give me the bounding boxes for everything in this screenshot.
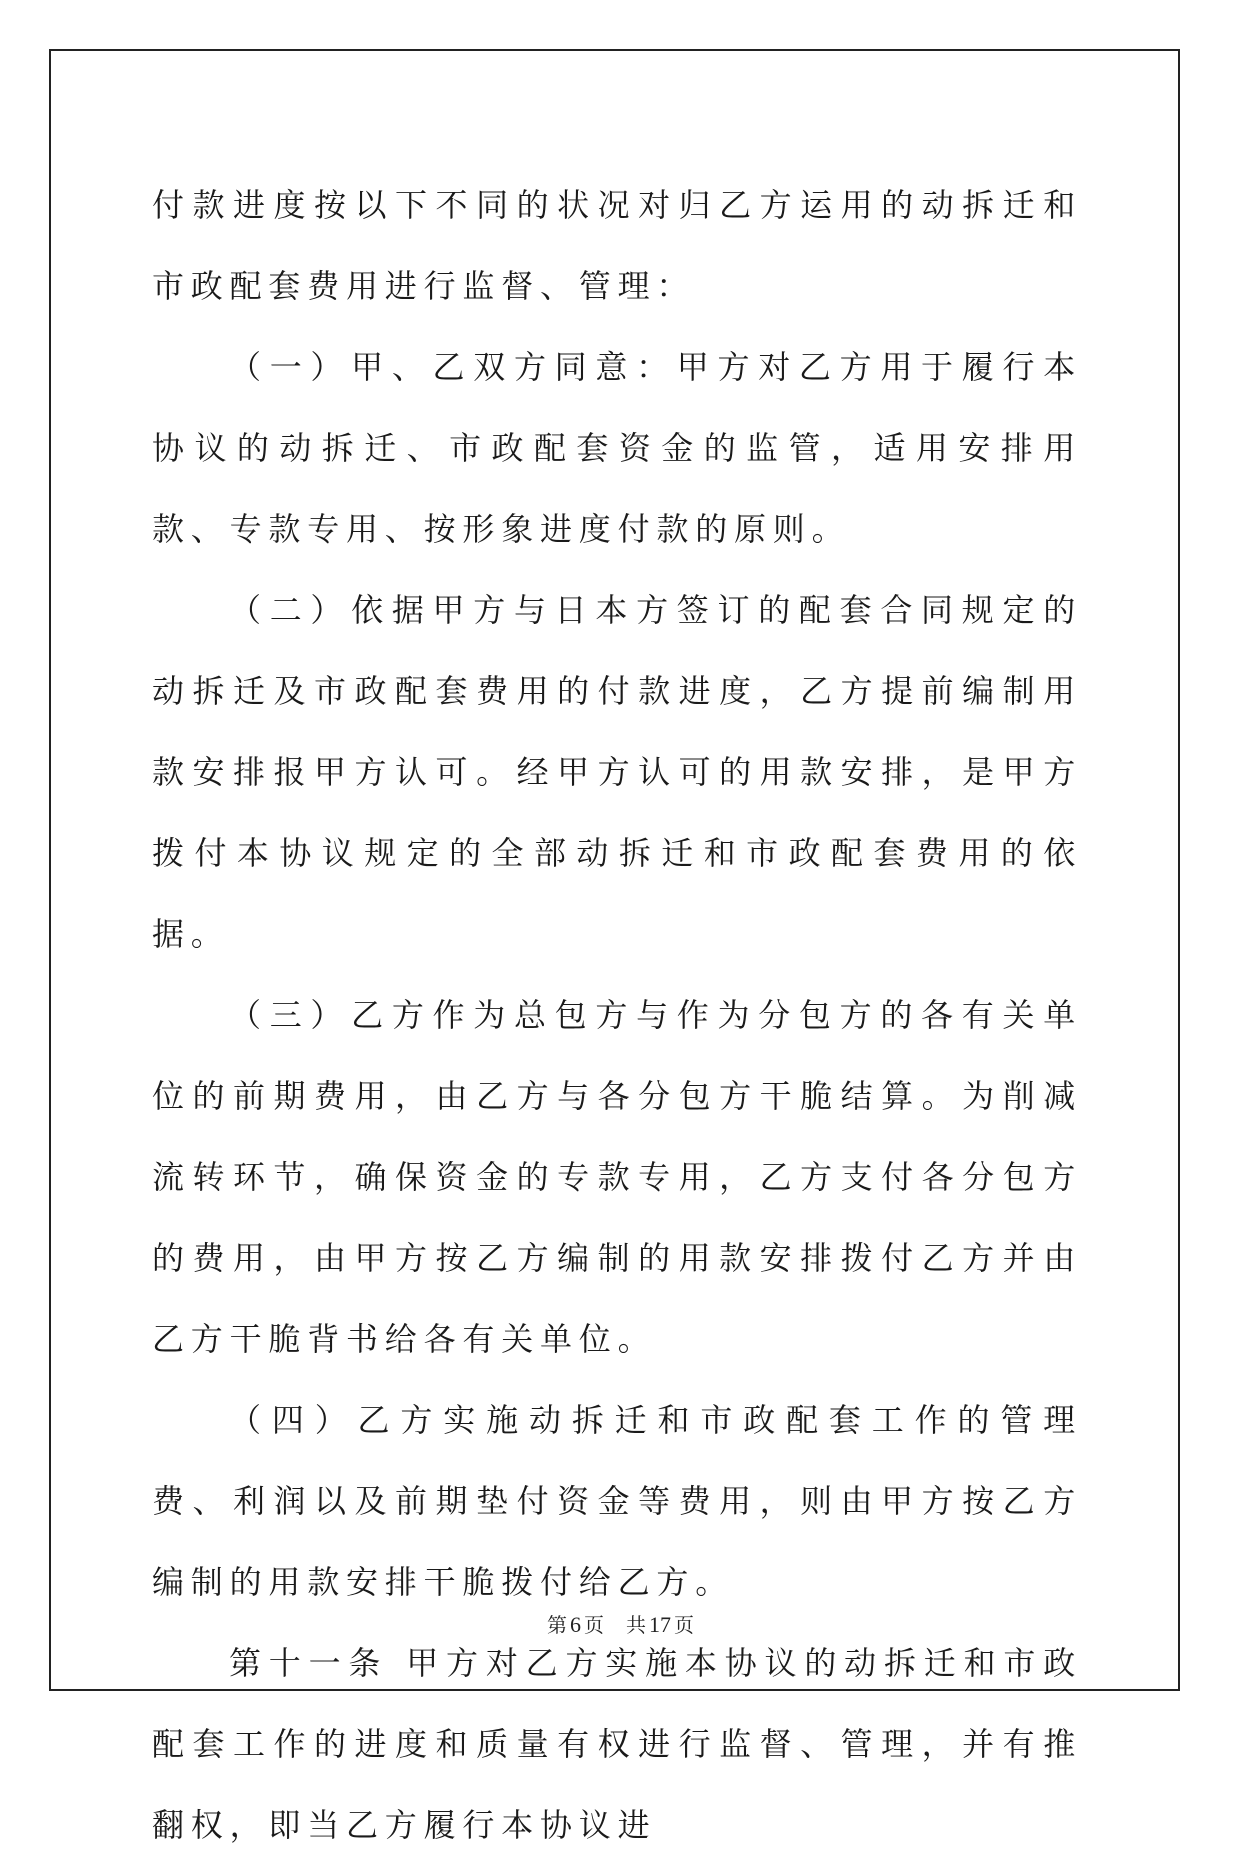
page-total: 17 — [649, 1612, 671, 1637]
total-suffix: 页 — [674, 1613, 694, 1637]
page-current: 6 — [570, 1612, 581, 1637]
paragraph-3: （二）依据甲方与日本方签订的配套合同规定的动拆迁及市政配套费用的付款进度，乙方提前编制用款安排报甲方认可。经甲方认可的用款安排，是甲方拨付本协议规定的全部动拆迁和市政配套费用的依据。 — [152, 591, 1082, 953]
document-body — [152, 165, 1082, 1866]
paragraph-2: （一）甲、乙双方同意：甲方对乙方用于履行本协议的动拆迁、市政配套资金的监管，适用安排用款、专款专用、按形象进度付款的原则。 — [152, 348, 1082, 548]
page-footer — [0, 1612, 1241, 1638]
paragraph-6: 第十一条 甲方对乙方实施本协议的动拆迁和市政配套工作的进度和质量有权进行监督、管理，并有推翻权，即当乙方履行本协议进 — [152, 1644, 1082, 1844]
total-prefix: 共 — [626, 1613, 646, 1637]
page-suffix: 页 — [584, 1613, 604, 1637]
paragraph-4: （三）乙方作为总包方与作为分包方的各有关单位的前期费用，由乙方与各分包方干脆结算。为削减流转环节，确保资金的专款专用，乙方支付各分包方的费用，由甲方按乙方编制的用款安排拨付乙方并由乙方干脆背书给各有关单位。 — [152, 996, 1082, 1358]
paragraph-1: 付款进度按以下不同的状况对归乙方运用的动拆迁和市政配套费用进行监督、管理： — [152, 186, 1082, 305]
page-prefix: 第 — [547, 1613, 567, 1637]
paragraph-5: （四）乙方实施动拆迁和市政配套工作的管理费、利润以及前期垫付资金等费用，则由甲方按乙方编制的用款安排干脆拨付给乙方。 — [152, 1401, 1082, 1601]
